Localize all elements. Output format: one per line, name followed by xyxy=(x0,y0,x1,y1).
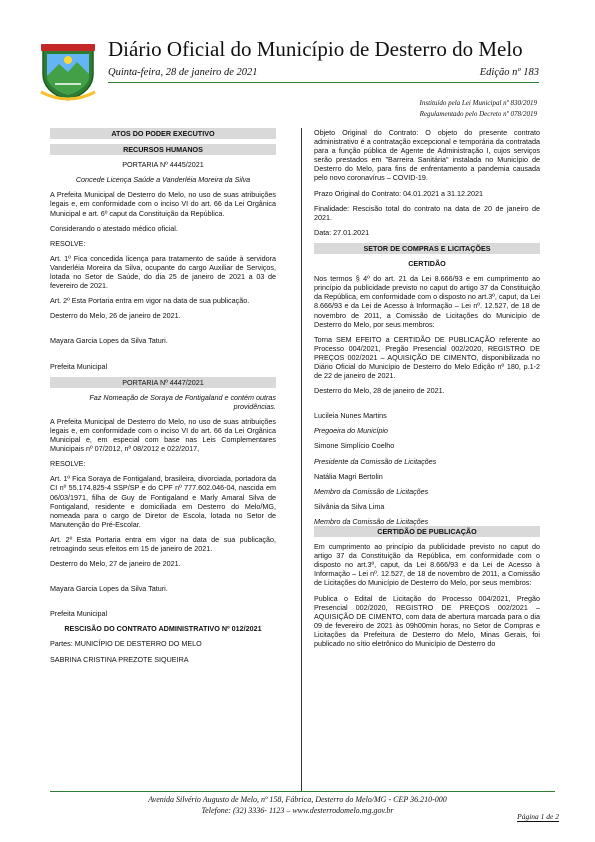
publication-date: Quinta-feira, 28 de janeiro de 2021 xyxy=(108,67,258,78)
legal-basis-decree: Regulamentado pelo Decreto nº 078/2019 xyxy=(419,110,537,118)
portaria-4445-ementa: Concede Licença Saúde a Vanderléia Moreira da Silva xyxy=(75,175,251,185)
signer-pregoeira-name: Lucileia Nunes Martins xyxy=(314,411,387,421)
footer-divider xyxy=(50,791,555,792)
rescisao-contractor: SABRINA CRISTINA PREZOTE SIQUEIRA xyxy=(50,654,189,664)
left-column xyxy=(50,128,276,670)
portaria-4445-art1: Art. 1º Fica concedida licença para tratamento de saúde à servidora Vanderléia Moreira da Silva, ocupante do cargo Auxiliar de Serviços, lotada no Setor de Saúde, do dia 25 de janeiro de 2021 a 03 de fevereiro de 2021. xyxy=(50,253,276,291)
portaria-4447-role: Prefeita Municipal xyxy=(50,609,108,619)
portaria-4447-preamble: A Prefeita Municipal de Desterro do Melo, no uso de suas atribuições legais e, em conformidade com o inciso VI do art. 66 da Lei Orgânica Municipal e, em especial com base nas Leis Complementares Municipais nº 07/2012, nº 08/2012 e 022/2017, xyxy=(50,416,276,454)
rescisao-finalidade: Finalidade: Rescisão total do contrato na data de 20 de janeiro de 2021. xyxy=(314,203,540,222)
footer-address: Avenida Silvério Augusto de Melo, nº 158, Fábrica, Desterro do Melo/MG - CEP 36.210-000 xyxy=(148,795,447,804)
portaria-4447-title: PORTARIA Nº 4447/2021 xyxy=(50,377,276,388)
certidao-publicacao-preamble: Em cumprimento ao princípio da publicidade previsto no caput do artigo 37 da Constituição da República, em conformidade com o disposto no art.3º, caput, da Lei 8.666/93 e da Lei de Acesso à Informação – Lei nº. 12.527, de 18 de novembro de 2011, a Comissão de Licitações do Município de Desterro do Melo, por seus membros: xyxy=(314,542,540,588)
signer-presidente-role: Presidente da Comissão de Licitações xyxy=(314,456,437,466)
portaria-4445-considering: Considerando o atestado médico oficial. xyxy=(50,223,178,233)
right-column xyxy=(314,128,540,654)
portaria-4445-role: Prefeita Municipal xyxy=(50,361,108,371)
legal-basis-law: Instituído pela Lei Municipal nº 830/2019 xyxy=(419,99,537,107)
rescisao-title: RESCISÃO DO CONTRATO ADMINISTRATIVO Nº 012/2021 xyxy=(64,624,262,634)
header-divider xyxy=(108,82,539,83)
certidao-title: CERTIDÃO xyxy=(408,259,446,269)
signer-membro1-role: Membro da Comissão de Licitações xyxy=(314,486,429,496)
signer-presidente-name: Simone Simplício Coelho xyxy=(314,441,395,451)
portaria-4447-art2: Art. 2º Esta Portaria entra em vigor na data de sua publicação, retroagindo seus efeitos em 15 de janeiro de 2021. xyxy=(50,534,276,553)
rescisao-prazo: Prazo Original do Contrato: 04.01.2021 a 31.12.2021 xyxy=(314,188,484,198)
portaria-4447-resolve: RESOLVE: xyxy=(50,459,86,469)
portaria-4445-place-date: Desterro do Melo, 26 de janeiro de 2021. xyxy=(50,311,181,321)
portaria-4445-resolve: RESOLVE: xyxy=(50,238,86,248)
portaria-4445-art2: Art. 2º Esta Portaria entra em vigor na data de sua publicação. xyxy=(50,296,250,306)
signer-membro2-role: Membro da Comissão de Licitações xyxy=(314,516,429,526)
portaria-4445-signer: Mayara Garcia Lopes da Silva Taturi. xyxy=(50,336,168,346)
certidao-publicacao-body: Publica o Edital de Licitação do Processo 004/2021, Pregão Presencial 002/2020, REGISTRO DE PREÇOS 002/2021 – AQUISIÇÃO DE CIMENTO, com data de abertura marcada para o dia 09 de fevereiro de 2021 às 09h00min horas, no Setor de Compras e Licitações da Prefeitura de Desterro do Melo, Minas Gerais, foi publicado no sítio eletrônico do Município de Desterro do xyxy=(314,593,540,649)
portaria-4447-signer: Mayara Garcia Lopes da Silva Taturi. xyxy=(50,584,168,594)
portaria-4447-place-date: Desterro do Melo, 27 de janeiro de 2021. xyxy=(50,559,181,569)
legal-basis xyxy=(420,98,537,120)
portaria-4447-art1: Art. 1º Fica Soraya de Fontigaland, brasileira, divorciada, portadora da CI nº 55.174.825-4 SSP/SP e do CPF nº 777.602.046-04, nascida em 06/03/1971, filha de Guy de Fontigaland e Marly Amaral Silva de Fontigaland, residente e domiciliada em Desterro do Melo/MG, nomeada para o cargo de Diretor de Escola, lotada no Setor de Manutenção do Pré-Escolar. xyxy=(50,474,276,529)
signer-pregoeira-role: Pregoeira do Município xyxy=(314,426,388,436)
section-heading-compras: SETOR DE COMPRAS E LICITAÇÕES xyxy=(314,243,540,254)
edition-number: Edição nº 183 xyxy=(479,67,539,78)
section-heading-atos: ATOS DO PODER EXECUTIVO xyxy=(50,128,276,139)
section-heading-rh: RECURSOS HUMANOS xyxy=(50,144,276,155)
portaria-4445-preamble: A Prefeita Municipal de Desterro do Melo, no uso de suas atribuições legais e, em conformidade com o inciso VI do art. 66 da Lei Orgânica Municipal e art. 6º caput da Constituição da República. xyxy=(50,190,276,218)
portaria-4445-title: PORTARIA Nº 4445/2021 xyxy=(122,160,204,170)
signer-membro2-name: Silvânia da Silva Lima xyxy=(314,501,385,511)
certidao-publicacao-title: CERTIDÃO DE PUBLICAÇÃO xyxy=(314,526,540,537)
certidao-preamble: Nos termos § 4º do art. 21 da Lei 8.666/93 e em cumprimento ao princípio da publicidade previsto no caput do artigo 37 da Constituição da República, em conformidade com o disposto no art.3º, caput, da Lei 8.666/93 e da Lei de Acesso à Informação – Lei nº. 12.527, de 18 de novembro de 2011, a Comissão de Licitações do Município de Desterro do Melo, por seus membros: xyxy=(314,274,540,329)
footer-contact: Telefone: (32) 3336- 1123 – www.desterrodomelo.mg.gov.br xyxy=(201,806,394,815)
page-number: Página 1 de 2 xyxy=(517,812,559,821)
column-divider xyxy=(301,128,302,791)
portaria-4447-ementa: Faz Nomeação de Soraya de Fontigaland e contém outras providências. xyxy=(89,392,276,411)
rescisao-data: Data: 27.01.2021 xyxy=(314,227,370,237)
rescisao-objeto: Objeto Original do Contrato: O objeto do presente contrato administrativo é a contratação excepcional e temporária da contratada para a função pública de Agente de Administração I, cujos serviços serão prestados em "Barreira Sanitária" instalada no Município de Desterro do Melo, para fins de enfrentamento a pandemia causada pelo novo coronavírus – COVID-19. xyxy=(314,128,540,183)
page-title: Diário Oficial do Município de Desterro do Melo xyxy=(108,37,523,61)
certidao-place-date: Desterro do Melo, 28 de janeiro de 2021. xyxy=(314,386,445,396)
signer-membro1-name: Natália Magri Bertolin xyxy=(314,471,383,481)
certidao-body: Torna SEM EFEITO a CERTIDÃO DE PUBLICAÇÃO referente ao Processo 004/2021, Pregão Presencial 002/2020, REGISTRO DE PREÇOS 002/2021 – AQUISIÇÃO DE CIMENTO, disponibilizada no Diário Oficial do Município de Desterro do Melo Edição nº 180, p.1-2 de 22 de janeiro de 2021. xyxy=(314,334,540,381)
municipal-coat-of-arms-icon xyxy=(37,40,99,102)
rescisao-partes: Partes: MUNICÍPIO DE DESTERRO DO MELO xyxy=(50,639,202,649)
